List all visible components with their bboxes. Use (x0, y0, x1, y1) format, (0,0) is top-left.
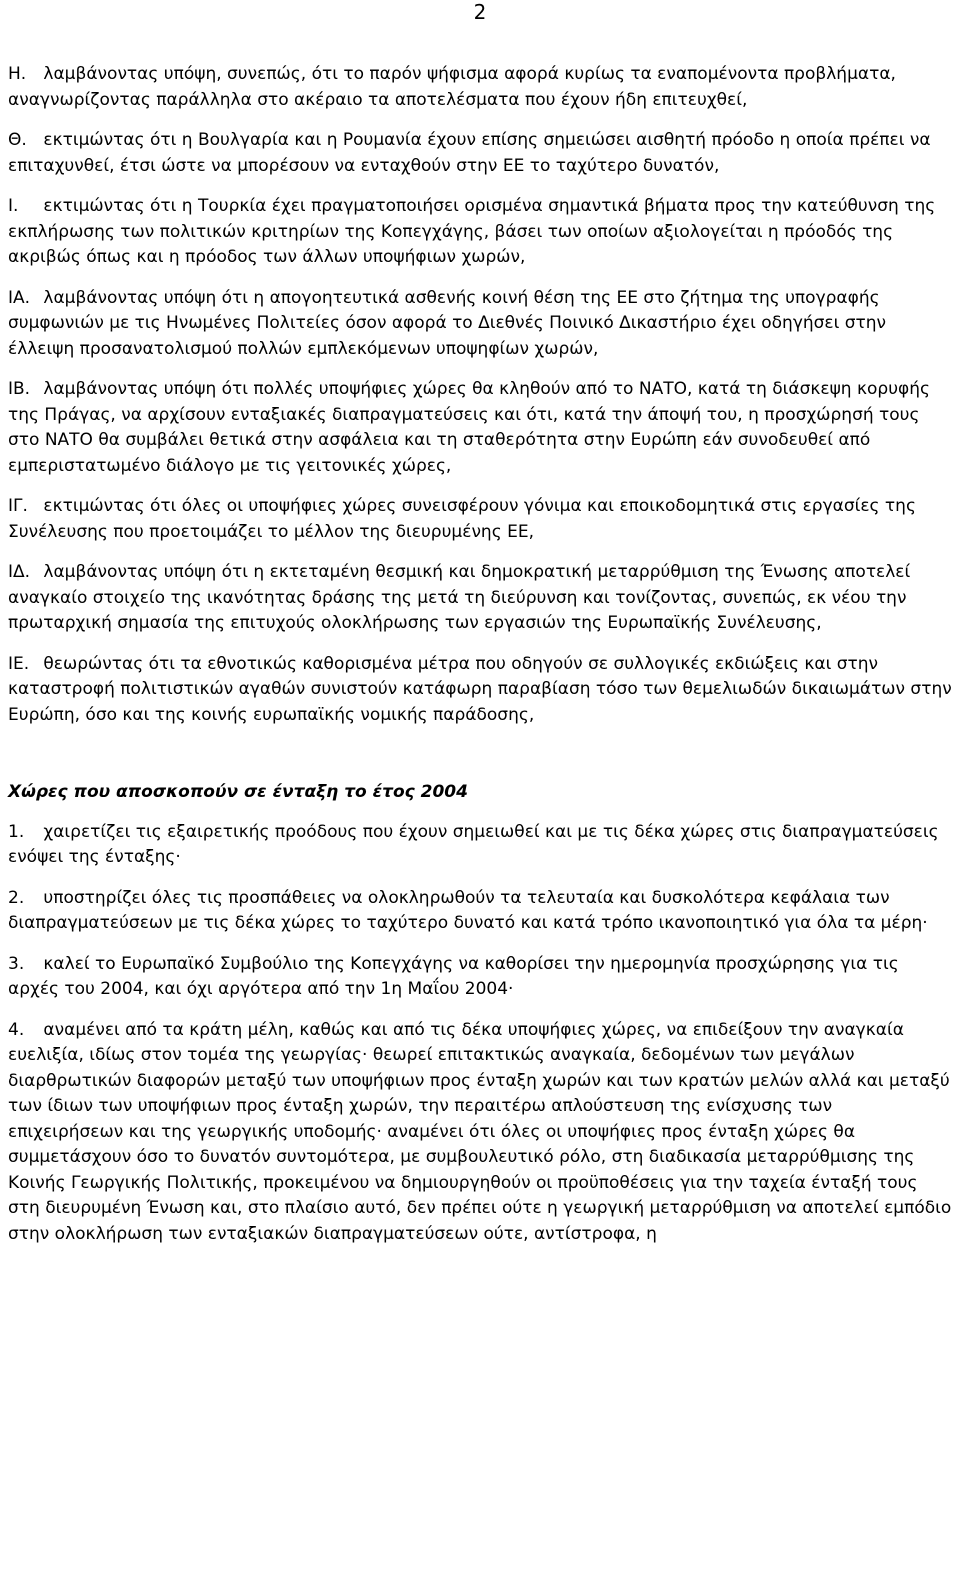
recital-text: θεωρώντας ότι τα εθνοτικώς καθορισμένα μέτρα που οδηγούν σε συλλογικές εκδιώξεις και στην καταστροφή πολιτιστικών αγαθών συνιστούν κατάφωρη παραβίαση τόσο των θεμελιωδών δικαιωμάτων στην Ευρώπη, όσο και της κοινής ευρωπαϊκής νομικής παράδοσης, (8, 653, 952, 725)
point-3 (8, 952, 952, 1003)
section-heading: Χώρες που αποσκοπούν σε ένταξη το έτος 2004 (8, 782, 468, 802)
recital-label: ΙΑ. (8, 287, 31, 308)
point-label: 4. (8, 1019, 25, 1040)
point-label: 3. (8, 953, 25, 974)
recital-label: ΙΒ. (8, 379, 31, 399)
recital-label: ΙΓ. (8, 496, 28, 516)
page-number: 2 (473, 0, 487, 24)
recital-text: λαμβάνοντας υπόψη ότι η απογοητευτικά ασθενής κοινή θέση της ΕΕ στο ζήτημα της υπογραφής συμφωνιών με τις Ηνωμένες Πολιτείες όσον αφορά το Διεθνές Ποινικό Δικαστήριο έχει οδηγήσει στην έλλειψη προσανατολισμού πολλών εμπλεκόμενων υποψηφίων χωρών, (8, 287, 887, 359)
recital-ib (8, 377, 952, 479)
recital-text: λαμβάνοντας υπόψη, συνεπώς, ότι το παρόν ψήφισμα αφορά κυρίως τα εναπομένοντα προβλήματα, αναγνωρίζοντας παράλληλα στο ακέραιο τα αποτελέσματα που έχουν ήδη επιτευχθεί, (8, 64, 896, 110)
recital-i (8, 194, 952, 271)
recital-ia (8, 286, 952, 363)
recital-text: εκτιμώντας ότι η Τουρκία έχει πραγματοποιήσει ορισμένα σημαντικά βήματα προς την κατεύθυνση της εκπλήρωσης των πολιτικών κριτηρίων της Κοπεγχάγης, βάσει των οποίων αξιολογείται η πρόοδός της ακριβώς όπως και η πρόοδος των άλλων υποψήφιων χωρών, (8, 196, 936, 267)
recital-label: ΙΕ. (8, 653, 30, 674)
point-text: υποστηρίζει όλες τις προσπάθειες να ολοκληρωθούν τα τελευταία και δυσκολότερα κεφάλαια των διαπραγματεύσεων με τις δέκα χώρες το ταχύτερο δυνατό και κατά τρόπο ικανοποιητικό για όλα τα μέρη· (8, 887, 928, 933)
point-2 (8, 886, 952, 937)
recital-label: Θ. (8, 130, 27, 150)
recital-id (8, 560, 952, 637)
recital-ie (8, 652, 952, 729)
recital-label: ΙΔ. (8, 562, 31, 582)
document-body (8, 62, 952, 1262)
point-text: χαιρετίζει τις εξαιρετικής προόδους που έχουν σημειωθεί και με τις δέκα χώρες στις διαπραγματεύσεις ενόψει της ένταξης· (8, 821, 939, 867)
recital-label: Η. (8, 64, 27, 84)
point-4 (8, 1018, 952, 1248)
recital-text: λαμβάνοντας υπόψη ότι πολλές υποψήφιες χώρες θα κληθούν από το ΝΑΤΟ, κατά τη διάσκεψη κορυφής της Πράγας, να αρχίσουν ενταξιακές διαπραγματεύσεις και ότι, κατά την άποψή του, η προσχώρησή τους στο ΝΑΤΟ θα συμβάλει θετικά στην ασφάλεια και τη σταθερότητα στην Ευρώπη εάν συνοδευθεί από εμπεριστατωμένο διάλογο με τις γειτονικές χώρες, (8, 379, 930, 476)
recital-th (8, 128, 952, 179)
point-text: αναμένει από τα κράτη μέλη, καθώς και από τις δέκα υποψήφιες χώρες, να επιδείξουν την αναγκαία ευελιξία, ιδίως στον τομέα της γεωργίας· θεωρεί επιτακτικώς αναγκαία, δεδομένων των μεγάλων διαρθρωτικών διαφορών μεταξύ των υποψήφιων προς ένταξη χωρών και των κρατών μελών αλλά και μεταξύ των ίδιων των υποψήφιων προς ένταξη χωρών, την περαιτέρω απλούστευση της ενίσχυσης των επιχειρήσεων και της γεωργικής υποδομής· αναμένει ότι όλες οι υποψήφιες προς ένταξη χώρες θα συμμετάσχουν όσο το δυνατόν συντομότερα, με συμβουλευτικό ρόλο, στη διαδικασία μεταρρύθμισης της Κοινής Γεωργικής Πολιτικής, προκειμένου να δημιουργηθούν οι προϋποθέσεις για την ταχεία ένταξή τους στη διευρυμένη Ένωση και, στο πλαίσιο αυτό, δεν πρέπει ούτε η γεωργική μεταρρύθμιση να αποτελεί εμπόδιο στην ολοκλήρωση των ενταξιακών διαπραγματεύσεων ούτε, αντίστροφα, η (8, 1019, 952, 1244)
recital-ig (8, 494, 952, 545)
point-1 (8, 820, 952, 871)
point-label: 2. (8, 887, 25, 908)
recital-h (8, 62, 952, 113)
point-text: καλεί το Ευρωπαϊκό Συμβούλιο της Κοπεγχάγης να καθορίσει την ημερομηνία προσχώρησης για τις αρχές του 2004, και όχι αργότερα από την 1η Μαΐου 2004· (8, 953, 899, 999)
recital-text: εκτιμώντας ότι όλες οι υποψήφιες χώρες συνεισφέρουν γόνιμα και εποικοδομητικά στις εργασίες της Συνέλευσης που προετοιμάζει το μέλλον της διευρυμένης ΕΕ, (8, 496, 916, 542)
recital-text: εκτιμώντας ότι η Βουλγαρία και η Ρουμανία έχουν επίσης σημειώσει αισθητή πρόοδο η οποία πρέπει να επιταχυνθεί, έτσι ώστε να μπορέσουν να ενταχθούν στην ΕΕ το ταχύτερο δυνατόν, (8, 130, 931, 176)
recital-label: Ι. (8, 196, 19, 216)
recital-text: λαμβάνοντας υπόψη ότι η εκτεταμένη θεσμική και δημοκρατική μεταρρύθμιση της Ένωσης αποτελεί αναγκαίο στοιχείο της ικανότητας δράσης της μετά τη διεύρυνση και τονίζοντας, συνεπώς, εκ νέου την πρωταρχική σημασία της επιτυχούς ολοκλήρωσης των εργασιών της Ευρωπαϊκής Συνέλευσης, (8, 562, 911, 633)
point-label: 1. (8, 821, 25, 842)
